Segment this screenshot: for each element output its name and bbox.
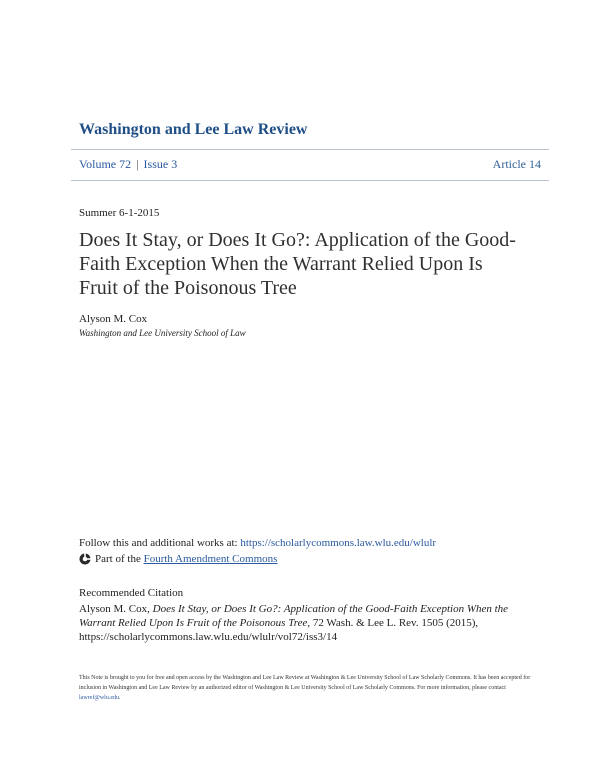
citation-source: , 72 Wash. & Lee L. Rev. 1505 (2015),: [307, 617, 479, 629]
header-divider-bottom: [71, 180, 549, 181]
issue-link[interactable]: Issue 3: [143, 157, 178, 171]
citation-url[interactable]: https://scholarlycommons.law.wlu.edu/wlulr/vol72/iss3/14: [79, 631, 338, 643]
volume-issue-separator: |: [136, 157, 139, 171]
publication-date: Summer 6-1-2015: [79, 207, 160, 219]
repository-link[interactable]: https://scholarlycommons.law.wlu.edu/wlulr: [240, 537, 437, 549]
notice-end: .: [119, 695, 121, 701]
volume-issue: [79, 157, 177, 172]
contact-email-link[interactable]: lawref@wlu.edu: [79, 695, 120, 701]
network-icon: [79, 553, 91, 565]
author-affiliation: Washington and Lee University School of Law: [79, 328, 246, 338]
article-title: Does It Stay, or Does It Go?: Application of the Good-Faith Exception When the Warrant Relied Upon Is Fruit of the Poisonous Tree: [79, 229, 516, 299]
part-of-prefix: Part of the: [95, 553, 141, 565]
part-of: [79, 553, 277, 565]
journal-title[interactable]: Washington and Lee Law Review: [79, 121, 308, 138]
citation-text: [79, 602, 529, 644]
header-divider-top: [71, 149, 549, 150]
citation-title: Does It Stay, or Does It Go?: Application of the Good-Faith Exception When the Warrant Relied Upon Is Fruit of the Poisonous Tree: [79, 603, 509, 629]
fourth-amendment-commons-link[interactable]: Fourth Amendment Commons: [143, 553, 278, 565]
follow-works: [79, 537, 436, 549]
citation-author: Alyson M. Cox,: [79, 603, 150, 615]
open-access-notice: [79, 673, 539, 703]
recommended-citation-label: Recommended Citation: [79, 587, 184, 599]
article-number: Article 14: [492, 157, 541, 171]
notice-text: This Note is brought to you for free and open access by the Washington and Lee Law Review at Washington & Lee University School of Law Scholarly Commons. It has been accepted for inclusion in Washington and Lee Law Review by an authorized editor of Washington & Lee University School of Law Scholarly Commons. For more information, please contact: [79, 675, 531, 691]
follow-prefix: Follow this and additional works at:: [79, 537, 238, 549]
volume-link[interactable]: Volume 72: [79, 157, 132, 171]
author-name: Alyson M. Cox: [79, 313, 148, 325]
